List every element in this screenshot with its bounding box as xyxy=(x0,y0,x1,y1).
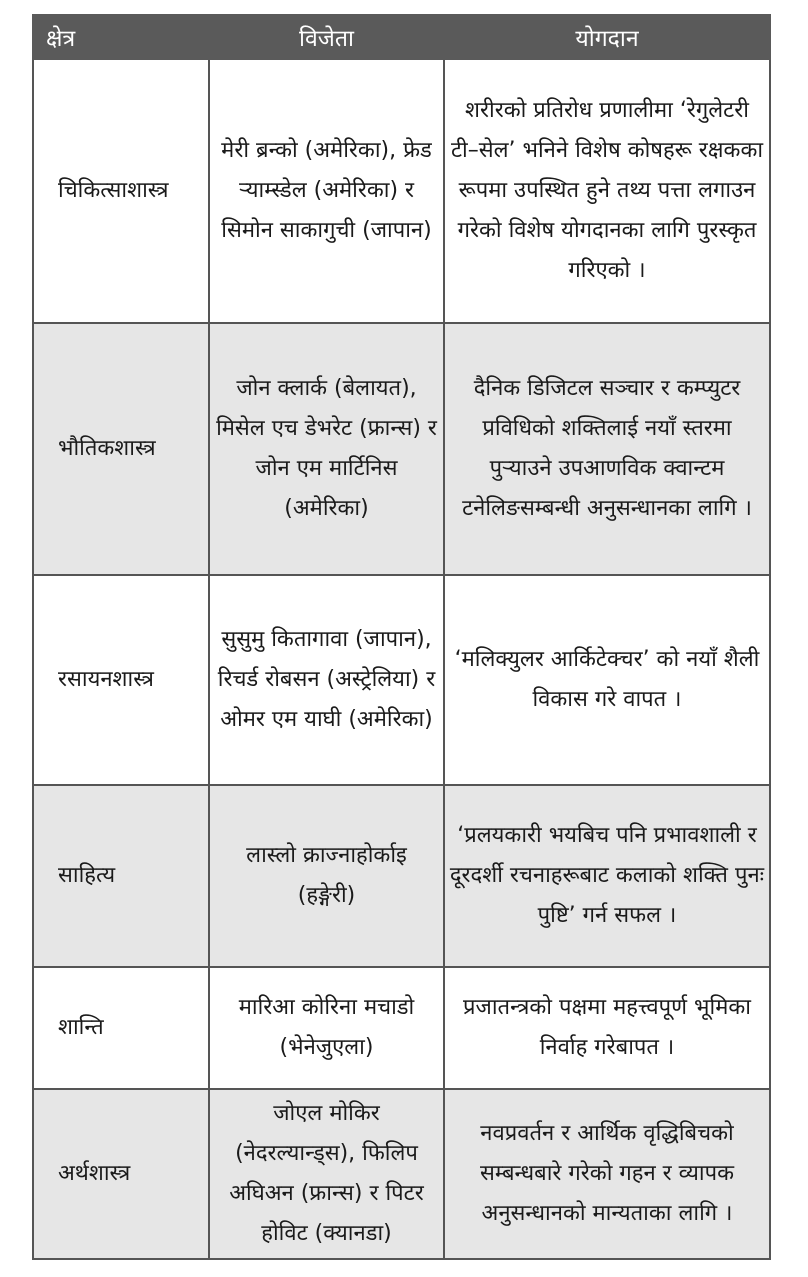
table-row xyxy=(33,59,770,323)
header-field: क्षेत्र xyxy=(33,15,209,59)
winners-cell: मारिआ कोरिना मचाडो (भेनेजुएला) xyxy=(209,967,444,1089)
table-row xyxy=(33,323,770,575)
header-contribution: योगदान xyxy=(444,15,770,59)
table-row xyxy=(33,967,770,1089)
winners-cell: सुसुमु कितागावा (जापान), रिचर्ड रोबसन (अस्ट्रेलिया) र ओमर एम याघी (अमेरिका) xyxy=(209,575,444,785)
contribution-cell: ‘मलिक्युलर आर्किटेक्चर’ को नयाँ शैली विकास गरे वापत । xyxy=(444,575,770,785)
contribution-cell: दैनिक डिजिटल सञ्चार र कम्प्युटर प्रविधिको शक्तिलाई नयाँ स्तरमा पुर्‍याउने उपआणविक क्वान्टम टनेलिङसम्बन्धी अनुसन्धानका लागि । xyxy=(444,323,770,575)
contribution-cell: नवप्रवर्तन र आर्थिक वृद्धिबिचको सम्बन्धबारे गरेको गहन र व्यापक अनुसन्धानको मान्यताका लागि । xyxy=(444,1089,770,1259)
nobel-prize-table xyxy=(32,14,771,1260)
field-cell: अर्थशास्त्र xyxy=(33,1089,209,1259)
field-cell: चिकित्साशास्त्र xyxy=(33,59,209,323)
contribution-cell: ‘प्रलयकारी भयबिच पनि प्रभावशाली र दूरदर्शी रचनाहरूबाट कलाको शक्ति पुनः पुष्टि’ गर्न सफल । xyxy=(444,785,770,967)
table-header-row xyxy=(33,15,770,59)
contribution-cell: शरीरको प्रतिरोध प्रणालीमा ‘रेगुलेटरी टी–सेल’ भनिने विशेष कोषहरू रक्षकका रूपमा उपस्थित हुने तथ्य पत्ता लगाउन गरेको विशेष योगदानका लागि पुरस्कृत गरिएको । xyxy=(444,59,770,323)
header-winners: विजेता xyxy=(209,15,444,59)
contribution-cell: प्रजातन्त्रको पक्षमा महत्त्वपूर्ण भूमिका निर्वाह गरेबापत । xyxy=(444,967,770,1089)
field-cell: भौतिकशास्त्र xyxy=(33,323,209,575)
table-row xyxy=(33,575,770,785)
table-row xyxy=(33,1089,770,1259)
winners-cell: लास्लो क्राज्नाहोर्काइ (हङ्गेरी) xyxy=(209,785,444,967)
winners-cell: जोन क्लार्क (बेलायत), मिसेल एच डेभरेट (फ्रान्स) र जोन एम मार्टिनिस (अमेरिका) xyxy=(209,323,444,575)
winners-cell: जोएल मोकिर (नेदरल्यान्ड्स), फिलिप अघिअन (फ्रान्स) र पिटर होविट (क्यानडा) xyxy=(209,1089,444,1259)
field-cell: रसायनशास्त्र xyxy=(33,575,209,785)
table-row xyxy=(33,785,770,967)
field-cell: साहित्य xyxy=(33,785,209,967)
field-cell: शान्ति xyxy=(33,967,209,1089)
winners-cell: मेरी ब्रन्को (अमेरिका), फ्रेड र्‍याम्स्डेल (अमेरिका) र सिमोन साकागुची (जापान) xyxy=(209,59,444,323)
